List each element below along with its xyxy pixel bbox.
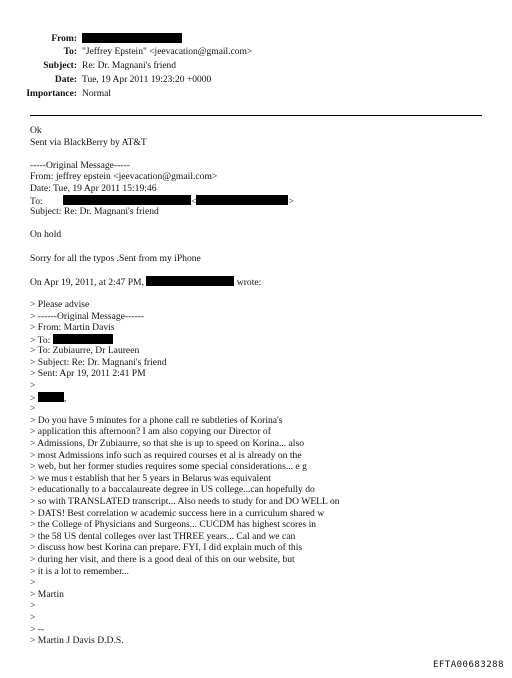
header-divider xyxy=(30,115,482,116)
typos-note: Sorry for all the typos .Sent from my iPhone xyxy=(30,252,201,264)
quoted-line: > discuss how best Korina can prepare. FYI, I did explain much of this xyxy=(30,542,303,554)
quoted-line: > it is a lot to remember... xyxy=(30,565,129,577)
quoted-blank: > xyxy=(30,577,36,589)
quoted-line: > the College of Physicians and Surgeons... CUCDM has highest scores in xyxy=(30,519,317,531)
redaction-box xyxy=(63,195,191,205)
reply-line: Ok xyxy=(30,125,42,136)
subject-label: Subject: xyxy=(43,61,77,71)
quoted-line: > Do you have 5 minutes for a phone call re subtleties of Korina's xyxy=(30,414,283,426)
quoted-from: > From: Martin Davis xyxy=(30,322,115,334)
wrote-line xyxy=(30,276,500,288)
reply-signature: Sent via BlackBerry by AT&T xyxy=(30,136,147,148)
quoted-line: > most Admissions info such as required courses et al is already on the xyxy=(30,449,302,461)
redaction-box xyxy=(38,392,67,404)
redaction-box xyxy=(196,195,288,205)
quoted-line: > during her visit, and there is a good deal of this on our website, but xyxy=(30,553,295,565)
quoted-blank: > xyxy=(30,600,36,612)
document-id: EFTA00683288 xyxy=(432,660,504,670)
quoted-to: > To: Zubiaurre, Dr Laureen xyxy=(30,345,140,357)
quoted-line: > so with TRANSLATED transcript... Also needs to study for and DO WELL on xyxy=(30,496,340,507)
date-label: Date: xyxy=(54,75,77,85)
original-date: Date: Tue, 19 Apr 2011 15:19:46 xyxy=(30,182,157,194)
original-to xyxy=(30,195,500,207)
quoted-please-advise: > Please advise xyxy=(30,298,90,310)
quoted-signature-name: > Martin xyxy=(30,588,64,600)
original-body: On hold xyxy=(30,229,62,241)
original-from: From: jeffrey epstein <jeevacation@gmail.com> xyxy=(30,171,218,183)
from-label: From: xyxy=(51,34,77,44)
quoted-to-redacted xyxy=(30,334,500,346)
original-message-marker: -----Original Message----- xyxy=(30,159,130,171)
quoted-greeting xyxy=(30,392,500,404)
message-body xyxy=(30,125,500,647)
quoted-sent: > Sent: Apr 19, 2011 2:41 PM xyxy=(30,368,146,380)
quoted-subject: > Subject: Re: Dr. Magnani's friend xyxy=(30,356,167,368)
quoted-blank: > xyxy=(30,403,36,415)
quoted-line: > DATS! Best correlation w academic success here in a curriculum shared w xyxy=(30,507,325,519)
quoted-to-label: > To: xyxy=(30,334,51,346)
quoted-line: > application this afternoon? I am also copying our Director of xyxy=(30,426,271,438)
quoted-line: > we mus t establish that her 5 years in Belarus was equivalent xyxy=(30,472,271,484)
quoted-greeting-suffix: , xyxy=(63,392,67,404)
importance-label: Importance: xyxy=(26,89,77,99)
original-to-separator: < xyxy=(191,195,197,207)
importance-value: Normal xyxy=(82,89,112,99)
quoted-line: > Admissions, Dr Zubiaurre, so that she is up to speed on Korina... also xyxy=(30,438,305,450)
quoted-blank: > xyxy=(30,380,36,392)
subject-value: Re: Dr. Magnani's friend xyxy=(82,61,177,71)
wrote-label: wrote: xyxy=(236,276,262,288)
original-to-end: > xyxy=(288,195,294,207)
quoted-greeting-prefix: > xyxy=(30,392,36,404)
wrote-date: On Apr 19, 2011, at 2:47 PM, xyxy=(30,276,144,288)
from-value-redacted xyxy=(82,33,182,47)
redaction-box xyxy=(146,276,234,286)
quoted-paragraph xyxy=(30,415,500,577)
to-value: "Jeffrey Epstein" <jeevacation@gmail.com> xyxy=(82,47,253,57)
date-value: Tue, 19 Apr 2011 19:23:20 +0000 xyxy=(82,75,212,85)
quoted-line: > web, but her former studies requires some special considerations... e g xyxy=(30,461,307,473)
to-label: To: xyxy=(63,47,77,57)
quoted-dashes: > -- xyxy=(30,623,45,635)
quoted-signature-full: > Martin J Davis D.D.S. xyxy=(30,635,124,647)
original-subject: Subject: Re: Dr. Magnani's friend xyxy=(30,206,159,218)
original-to-label: To: xyxy=(30,195,43,207)
quoted-line: > educationally to a baccalaureate degree in US college...can hopefully do xyxy=(30,484,315,496)
quoted-blank: > xyxy=(30,611,36,623)
redaction-box xyxy=(53,334,113,344)
quoted-original-marker: > ------Original Message------ xyxy=(30,310,145,322)
quoted-line: > the 58 US dental colleges over last THREE years... Cal and we can xyxy=(30,530,296,542)
